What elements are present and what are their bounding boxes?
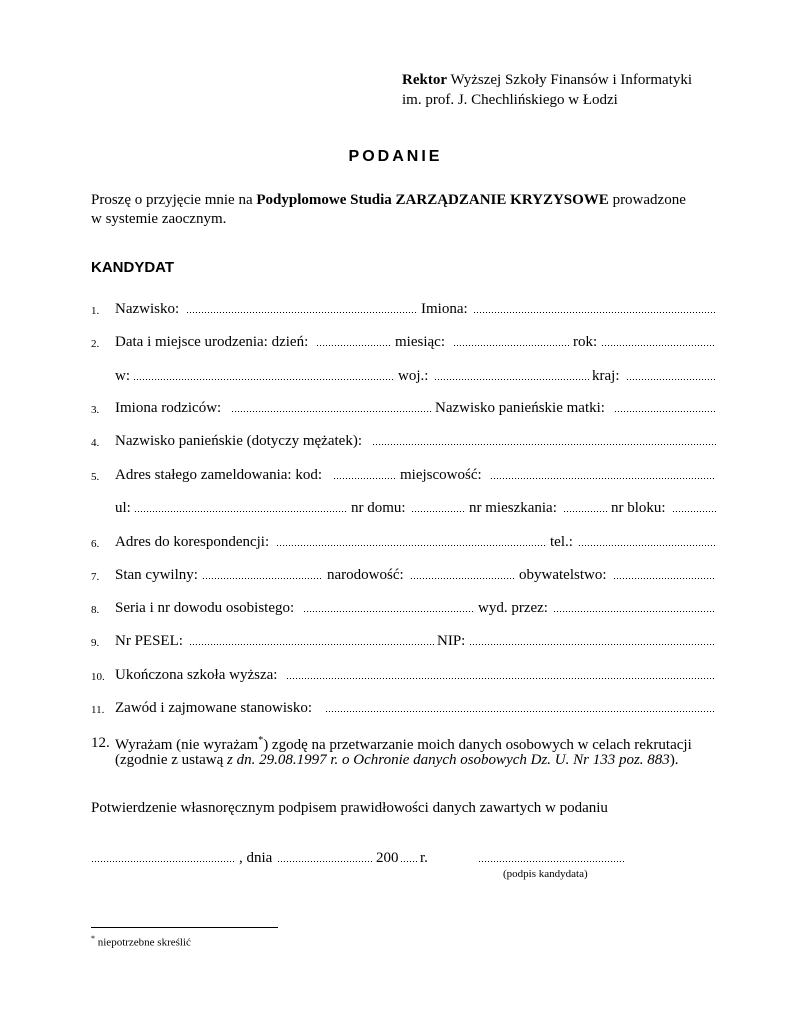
consent-text-end: ) zgodę na przetwarzanie moich danych osobowych w celach rekrutacji bbox=[263, 737, 692, 753]
item-number-6: 6. bbox=[91, 538, 100, 550]
intro-text: Proszę o przyjęcie mnie na bbox=[91, 192, 257, 208]
intro-line-2: w systemie zaocznym. bbox=[91, 211, 227, 227]
recipient-institution: Wyższej Szkoły Finansów i Informatyki bbox=[447, 72, 693, 88]
item-number-5: 5. bbox=[91, 471, 100, 483]
label-university: Ukończona szkoła wyższa: bbox=[115, 667, 278, 683]
fill-house-number[interactable] bbox=[411, 511, 465, 512]
recipient-title: Rektor bbox=[402, 72, 447, 88]
fill-citizenship[interactable] bbox=[613, 578, 716, 579]
fill-signature-year[interactable] bbox=[400, 861, 417, 862]
item-number-8: 8. bbox=[91, 604, 100, 616]
fill-marital-status[interactable] bbox=[202, 578, 323, 579]
label-birth-voivodeship: woj.: bbox=[398, 368, 429, 384]
label-house-number: nr domu: bbox=[351, 500, 406, 516]
footnote-rule bbox=[91, 927, 278, 928]
fill-birth-place[interactable] bbox=[133, 379, 395, 380]
signature-year-suffix: r. bbox=[420, 850, 428, 866]
consent-law-suffix: ). bbox=[669, 752, 679, 768]
label-occupation: Zawód i zajmowane stanowisko: bbox=[115, 700, 313, 716]
item-number-4: 4. bbox=[91, 437, 100, 449]
fill-birth-day[interactable] bbox=[316, 345, 392, 346]
label-postal-code: Adres stałego zameldowania: kod: bbox=[115, 467, 323, 483]
fill-mother-maiden-name[interactable] bbox=[614, 411, 716, 412]
fill-maiden-name[interactable] bbox=[372, 444, 716, 445]
section-title: KANDYDAT bbox=[91, 259, 175, 276]
label-maiden-name: Nazwisko panieńskie (dotyczy mężatek): bbox=[115, 433, 362, 449]
fill-signature-day[interactable] bbox=[277, 861, 372, 862]
fill-nip[interactable] bbox=[469, 644, 716, 645]
fill-birth-country[interactable] bbox=[626, 379, 716, 380]
footnote-text: niepotrzebne skreślić bbox=[95, 936, 191, 949]
fill-locality[interactable] bbox=[490, 478, 716, 479]
fill-postal-code[interactable] bbox=[333, 478, 397, 479]
fill-parents-names[interactable] bbox=[231, 411, 432, 412]
label-locality: miejscowość: bbox=[400, 467, 482, 483]
label-id-number: Seria i nr dowodu osobistego: bbox=[115, 600, 295, 616]
item-number-3: 3. bbox=[91, 404, 100, 416]
label-mother-maiden-name: Nazwisko panieńskie matki: bbox=[435, 400, 605, 416]
fill-apartment-number[interactable] bbox=[563, 511, 608, 512]
label-nationality: narodowość: bbox=[327, 567, 404, 583]
fill-birth-month[interactable] bbox=[453, 345, 569, 346]
document-title: PODANIE bbox=[348, 148, 443, 165]
confirmation-text: Potwierdzenie własnoręcznym podpisem prawidłowości danych zawartych w podaniu bbox=[91, 800, 608, 816]
footnote bbox=[91, 934, 191, 949]
label-block-number: nr bloku: bbox=[611, 500, 666, 516]
item-number-9: 9. bbox=[91, 637, 100, 649]
fill-birth-year[interactable] bbox=[601, 345, 715, 346]
label-birth-year: rok: bbox=[573, 334, 598, 350]
fill-pesel[interactable] bbox=[189, 644, 434, 645]
intro-line-1 bbox=[91, 192, 718, 209]
signature-dnia-label: , dnia bbox=[239, 850, 273, 866]
fill-signature-place[interactable] bbox=[91, 861, 236, 862]
fill-first-names[interactable] bbox=[473, 312, 717, 313]
fill-university[interactable] bbox=[286, 678, 716, 679]
label-nip: NIP: bbox=[437, 633, 466, 649]
item-number-12: 12. bbox=[91, 735, 110, 751]
label-birth-day: Data i miejsce urodzenia: dzień: bbox=[115, 334, 309, 350]
label-surname: Nazwisko: bbox=[115, 301, 180, 317]
fill-birth-voivodeship[interactable] bbox=[434, 379, 589, 380]
fill-surname[interactable] bbox=[186, 312, 418, 313]
fill-signature[interactable] bbox=[478, 861, 626, 862]
footnote-asterisk: * bbox=[91, 934, 95, 943]
label-street: ul: bbox=[115, 500, 131, 516]
consent-text-start: Wyrażam (nie wyrażam bbox=[115, 737, 259, 753]
label-marital-status: Stan cywilny: bbox=[115, 567, 198, 583]
label-first-names: Imiona: bbox=[421, 301, 468, 317]
item-number-2: 2. bbox=[91, 338, 100, 350]
signature-year-prefix: 200 bbox=[376, 850, 399, 866]
fill-correspondence-address[interactable] bbox=[276, 545, 546, 546]
label-birth-month: miesiąc: bbox=[395, 334, 445, 350]
label-citizenship: obywatelstwo: bbox=[519, 567, 607, 583]
fill-phone[interactable] bbox=[578, 545, 715, 546]
consent-line-2 bbox=[115, 752, 679, 769]
item-number-7: 7. bbox=[91, 571, 100, 583]
fill-issued-by[interactable] bbox=[553, 611, 715, 612]
item-number-1: 1. bbox=[91, 305, 100, 317]
fill-street[interactable] bbox=[134, 511, 347, 512]
intro-text-end: prowadzone bbox=[608, 192, 686, 208]
recipient-line-1 bbox=[402, 72, 692, 89]
recipient-line-2: im. prof. J. Chechlińskiego w Łodzi bbox=[402, 92, 618, 108]
label-parents-names: Imiona rodziców: bbox=[115, 400, 222, 416]
label-issued-by: wyd. przez: bbox=[478, 600, 548, 616]
consent-law-reference: z dn. 29.08.1997 r. o Ochronie danych osobowych Dz. U. Nr 133 poz. 883 bbox=[227, 752, 670, 768]
fill-nationality[interactable] bbox=[410, 578, 516, 579]
signature-caption: (podpis kandydata) bbox=[503, 868, 588, 880]
label-birth-place: w: bbox=[115, 368, 130, 384]
label-pesel: Nr PESEL: bbox=[115, 633, 183, 649]
consent-asterisk: * bbox=[258, 735, 264, 746]
consent-law-prefix: (zgodnie z ustawą bbox=[115, 752, 228, 768]
intro-program: Podyplomowe Studia ZARZĄDZANIE KRYZYSOWE bbox=[256, 192, 609, 208]
label-correspondence-address: Adres do korespondencji: bbox=[115, 534, 270, 550]
fill-block-number[interactable] bbox=[672, 511, 716, 512]
item-number-10: 10. bbox=[91, 671, 105, 683]
item-number-11: 11. bbox=[91, 704, 105, 716]
fill-occupation[interactable] bbox=[325, 711, 716, 712]
label-birth-country: kraj: bbox=[592, 368, 620, 384]
label-apartment-number: nr mieszkania: bbox=[469, 500, 557, 516]
label-phone: tel.: bbox=[550, 534, 573, 550]
fill-id-number[interactable] bbox=[303, 611, 474, 612]
